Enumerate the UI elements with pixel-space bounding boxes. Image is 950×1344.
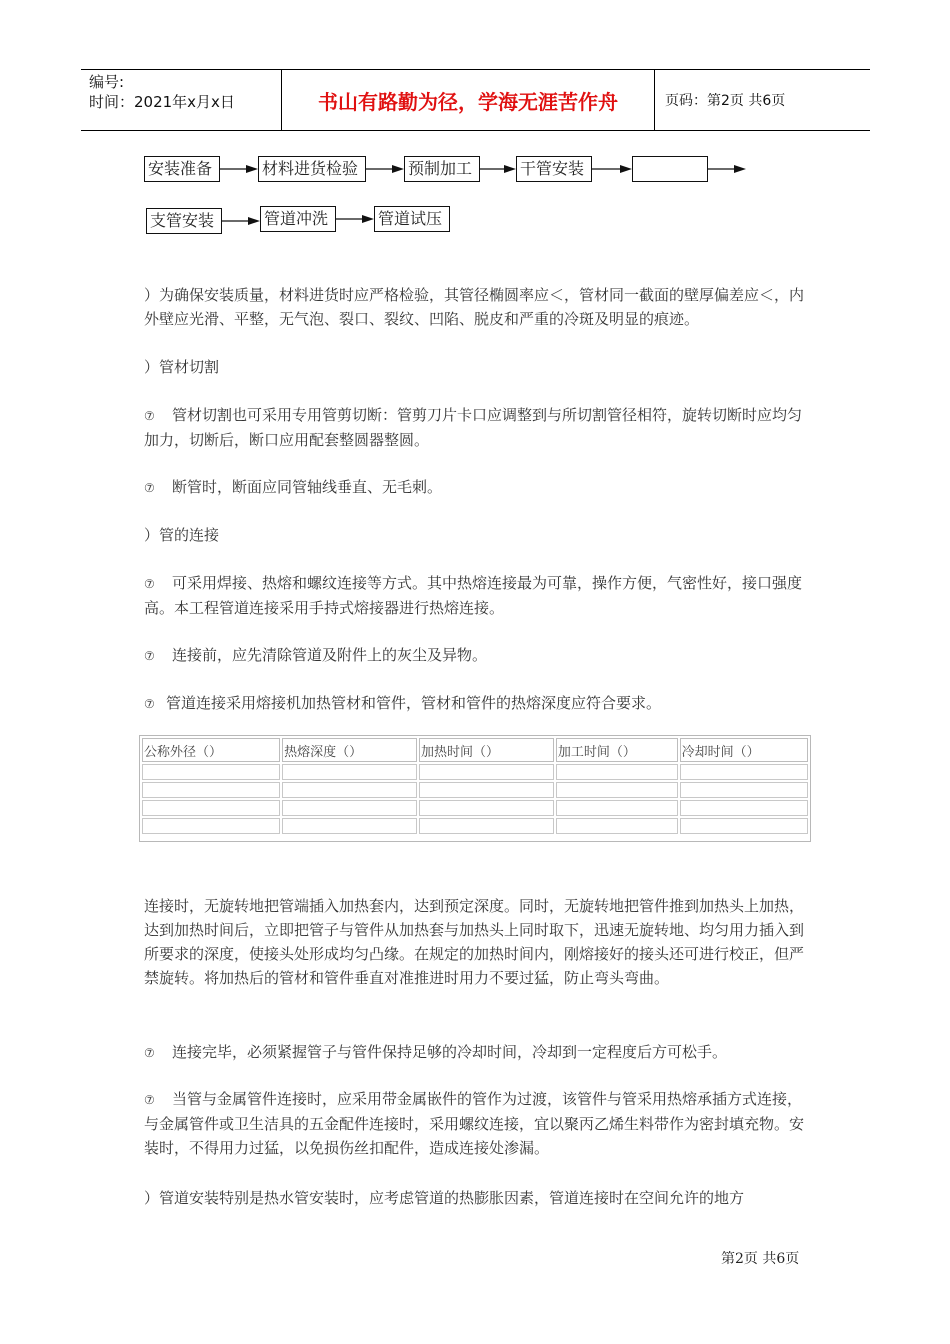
header-date: 时间：2021年x月x日 [89,93,235,111]
paragraph-cooling: ⑦ 连接完毕，必须紧握管子与管件保持足够的冷却时间，冷却到一定程度后方可松手。 [144,1040,816,1065]
heading-pipe-cutting: ）管材切割 [144,358,220,376]
header-motto: 书山有路勤为径，学海无涯苦作舟 [318,90,618,114]
clock-bullet-icon: ⑦ [144,649,155,663]
fusion-parameter-table [139,735,811,842]
header-page-number: 页码：第2页 共6页 [665,93,786,109]
flow-arrow-icon [336,212,374,226]
paragraph-thermal-expansion: ）管道安装特别是热水管安装时，应考虑管道的热膨胀因素，管道连接时在空间允许的地方 [144,1189,745,1207]
table-header-cell: 公称外径（） [142,738,280,762]
paragraph-cut-section: ⑦ 断管时，断面应同管轴线垂直、无毛刺。 [144,475,816,500]
flow-step-main-pipe: 干管安装 [516,156,592,182]
flow-arrow-icon [222,214,260,228]
paragraph-clean-before: ⑦ 连接前，应先清除管道及附件上的灰尘及异物。 [144,643,816,668]
table-header-cell: 加工时间（） [556,738,678,762]
flow-step-empty [632,156,708,182]
clock-bullet-icon: ⑦ [144,481,155,495]
clock-bullet-icon: ⑦ [144,577,155,591]
flow-step-branch-pipe: 支管安装 [146,208,222,234]
flow-arrow-icon [592,162,632,176]
flow-step-material-inspection: 材料进货检验 [258,156,366,182]
paragraph-fusion-depth: ⑦ 管道连接采用熔接机加热管材和管件，管材和管件的热熔深度应符合要求。 [144,691,816,716]
header-meta [89,72,235,112]
paragraph-connection-procedure: 连接时，无旋转地把管端插入加热套内，达到预定深度。同时，无旋转地把管件推到加热头上加热，达到加热时间后，立即把管子与管件从加热套与加热头上同时取下，迅速无旋转地、均匀用力插入到所要求的深度，使接头处形成均匀凸缘。在规定的加热时间内，刚熔接好的接头还可进行校正，但严禁旋转。将加热后的管材和管件垂直对准推进时用力不要过猛，防止弯头弯曲。 [144,897,805,987]
table-row [142,782,808,798]
table-header-cell: 热熔深度（） [282,738,417,762]
table-header-cell: 冷却时间（） [680,738,808,762]
table-header-row [142,738,808,762]
paragraph-cutting-method: ⑦ 管材切割也可采用专用管剪切断：管剪刀片卡口应调整到与所切割管径相符，旋转切断时应均匀加力，切断后，断口应用配套整圆器整圆。 [144,406,803,449]
flow-step-flushing: 管道冲洗 [260,206,336,232]
clock-bullet-icon: ⑦ [144,409,155,423]
table-row [142,800,808,816]
flow-arrow-icon [220,162,258,176]
table-header-cell: 加热时间（） [419,738,554,762]
paragraph-metal-fittings: ⑦ 当管与金属管件连接时，应采用带金属嵌件的管作为过渡，该管件与管采用热熔承插方式连接，与金属管件或卫生洁具的五金配件连接时，采用螺纹连接，宜以聚丙乙烯生料带作为密封填充物。安装时，不得用力过猛，以免损伤丝扣配件，造成连接处渗漏。 [144,1090,805,1157]
clock-bullet-icon: ⑦ [144,697,155,711]
flow-step-pressure-test: 管道试压 [374,206,450,232]
flow-arrow-icon [366,162,404,176]
flow-arrow-icon [480,162,516,176]
flow-arrow-icon [708,162,746,176]
paragraph-connection-methods: ⑦ 可采用焊接、热熔和螺纹连接等方式。其中热熔连接最为可靠，操作方便，气密性好，接口强度高。本工程管道连接采用手持式熔接器进行热熔连接。 [144,574,803,617]
table-row [142,818,808,834]
flow-step-prefabrication: 预制加工 [404,156,480,182]
page-header [81,69,870,131]
page-footer: 第2页 共6页 [721,1251,800,1267]
heading-pipe-connection: ）管的连接 [144,526,220,544]
clock-bullet-icon: ⑦ [144,1046,155,1060]
header-number: 编号: [89,73,125,91]
paragraph-material-inspection: ）为确保安装质量，材料进货时应严格检验，其管径椭圆率应＜，管材同一截面的壁厚偏差应＜，内外壁应光滑、平整，无气泡、裂口、裂纹、凹陷、脱皮和严重的冷斑及明显的痕迹。 [144,286,805,328]
table-row [142,764,808,780]
header-divider [654,70,655,130]
flow-step-install-prep: 安装准备 [144,156,220,182]
clock-bullet-icon: ⑦ [144,1093,155,1107]
